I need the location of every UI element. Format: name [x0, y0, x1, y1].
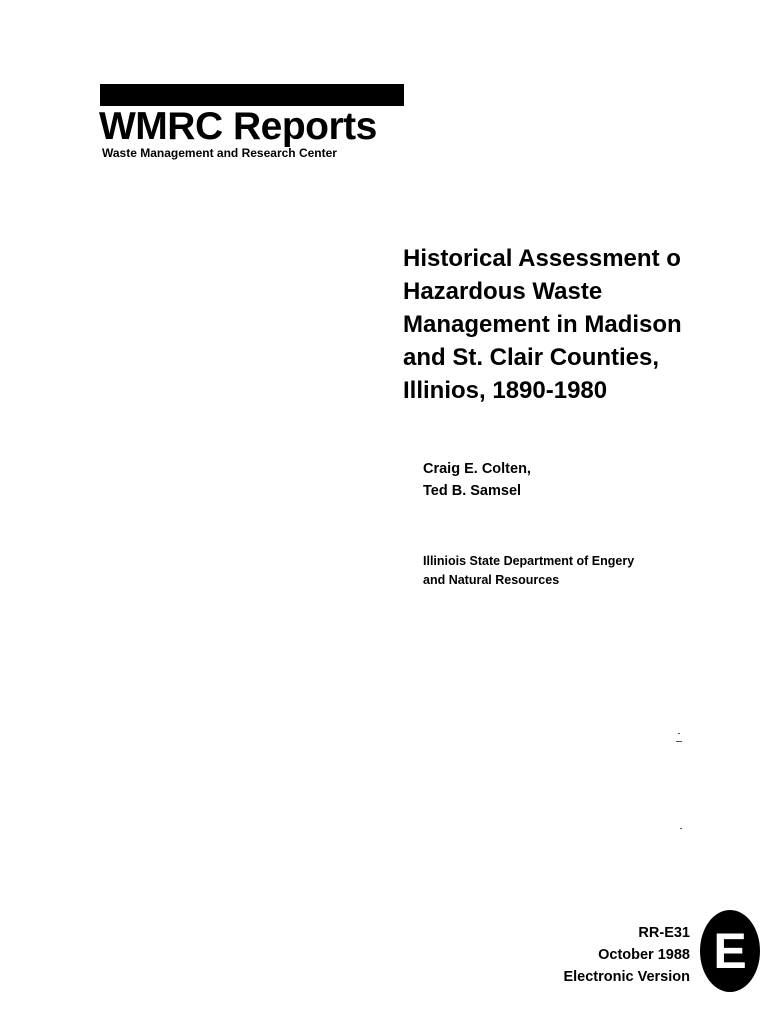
scan-speck	[676, 741, 682, 742]
masthead-subtitle: Waste Management and Research Center	[102, 146, 337, 160]
electronic-version-badge	[700, 910, 760, 992]
title-line: Historical Assessment o	[403, 245, 681, 272]
badge-letter: E	[713, 923, 747, 979]
title-line: Illinios, 1890-1980	[403, 377, 608, 404]
publisher-line: Illiniois State Department of Engery	[423, 554, 635, 568]
author-name: Craig E. Colten,	[423, 461, 531, 477]
masthead-bar	[100, 84, 404, 106]
report-number: RR-E31	[638, 925, 690, 941]
scan-speck	[678, 733, 680, 734]
author-list	[423, 458, 531, 502]
masthead-title: WMRC Reports	[99, 105, 377, 148]
author-name: Ted B. Samsel	[423, 483, 522, 499]
document-title	[403, 242, 770, 407]
title-line: Management in Madison	[403, 311, 682, 338]
report-date: October 1988	[598, 947, 690, 963]
publisher	[423, 552, 634, 590]
publisher-line: and Natural Resources	[423, 573, 560, 587]
report-info	[563, 922, 690, 988]
report-version: Electronic Version	[563, 969, 690, 985]
title-line: Hazardous Waste	[403, 278, 603, 305]
scan-speck	[680, 828, 682, 829]
title-line: and St. Clair Counties,	[403, 344, 660, 371]
